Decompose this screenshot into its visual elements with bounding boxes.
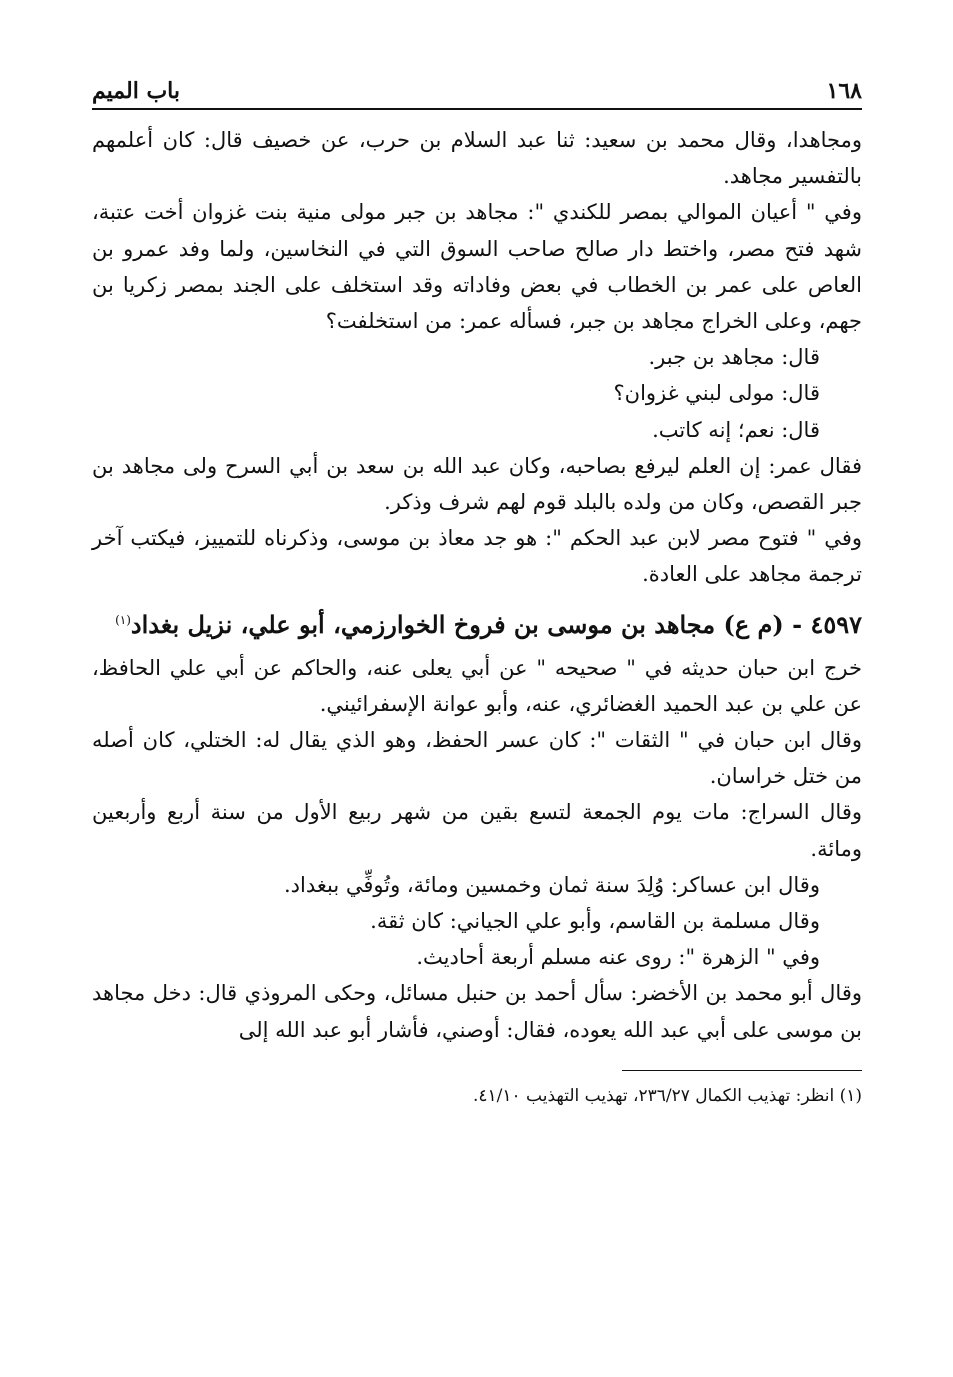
entry-heading xyxy=(92,599,862,646)
dialogue-line: قال: مولى لبني غزوان؟ xyxy=(613,381,820,406)
paragraph: وقال أبو محمد بن الأخضر: سأل أحمد بن حنبل مسائل، وحكى المروذي قال: دخل مجاهد بن موسى على أبي عبد الله يعوده، فقال: أوصني، فأشار أبو عبد الله إلى xyxy=(92,981,862,1042)
paragraph: فقال عمر: إن العلم ليرفع بصاحبه، وكان عبد الله بن سعد بن أبي السرح ولى مجاهد بن جبر القصص، وكان من ولده بالبلد قوم لهم شرف وذكر. xyxy=(92,453,862,515)
page-body xyxy=(92,122,862,1048)
quote-line: وقال مسلمة بن القاسم، وأبو علي الجياني: كان ثقة. xyxy=(370,909,820,934)
paragraph: وفي " أعيان الموالي بمصر للكندي ": مجاهد بن جبر مولى منية بنت غزوان أخت عتبة، شهد فتح مصر، واختط دار صالح صاحب السوق التي في النخاسين، ولما وفد عمرو بن العاص على عمر بن الخطاب في بعض وفاداته وقد استخلف على الجند بمصر زكريا بن جهم، وعلى الخراج مجاهد بن جبر، فسأله عمر: من استخلفت؟ xyxy=(92,200,862,334)
paragraph: ومجاهدا، وقال محمد بن سعيد: ثنا عبد السلام بن حرب، عن خصيف قال: كان أعلمهم بالتفسير مجاهد. xyxy=(92,128,862,189)
footnote-divider xyxy=(622,1070,862,1071)
book-page xyxy=(92,60,862,1111)
chapter-title: باب الميم xyxy=(92,78,181,104)
entry-heading-text: ٤٥٩٧ - (م ع) مجاهد بن موسى بن فروخ الخوارزمي، أبو علي، نزيل بغداد xyxy=(130,609,862,639)
paragraph: وقال ابن حبان في " الثقات ": كان عسر الحفظ، وهو الذي يقال له: الختلي، كان أصله من ختل خراسان. xyxy=(92,728,862,789)
quote-line: وقال ابن عساكر: وُلِدَ سنة ثمان وخمسين ومائة، وتُوفِّي ببغداد. xyxy=(283,872,820,897)
paragraph: وفي " فتوح مصر لابن عبد الحكم ": هو جد معاذ بن موسى، وذكرناه للتمييز، فيكتب آخر ترجمة مجاهد على العادة. xyxy=(92,526,862,587)
page-number: ١٦٨ xyxy=(826,78,862,104)
footnote-marker: (١) xyxy=(115,612,131,627)
quote-line: وفي " الزهرة ": روى عنه مسلم أربعة أحاديث. xyxy=(416,945,820,970)
dialogue-line: قال: مجاهد بن جبر. xyxy=(648,345,820,370)
dialogue-line: قال: نعم؛ إنه كاتب. xyxy=(652,417,820,442)
page-header xyxy=(92,60,862,110)
footnote: (١) انظر: تهذيب الكمال ٢٣٦/٢٧، تهذيب التهذيب ٤١/١٠. xyxy=(472,1085,862,1106)
paragraph: وقال السراج: مات يوم الجمعة لتسع بقين من شهر ربيع الأول من سنة أربع وأربعين ومائة. xyxy=(92,800,862,861)
paragraph: خرج ابن حبان حديثه في " صحيحه " عن أبي يعلى عنه، والحاكم عن أبي علي الحافظ، عن علي بن عبد الحميد الغضائري، عنه، وأبو عوانة الإسفرائيني. xyxy=(92,655,862,716)
